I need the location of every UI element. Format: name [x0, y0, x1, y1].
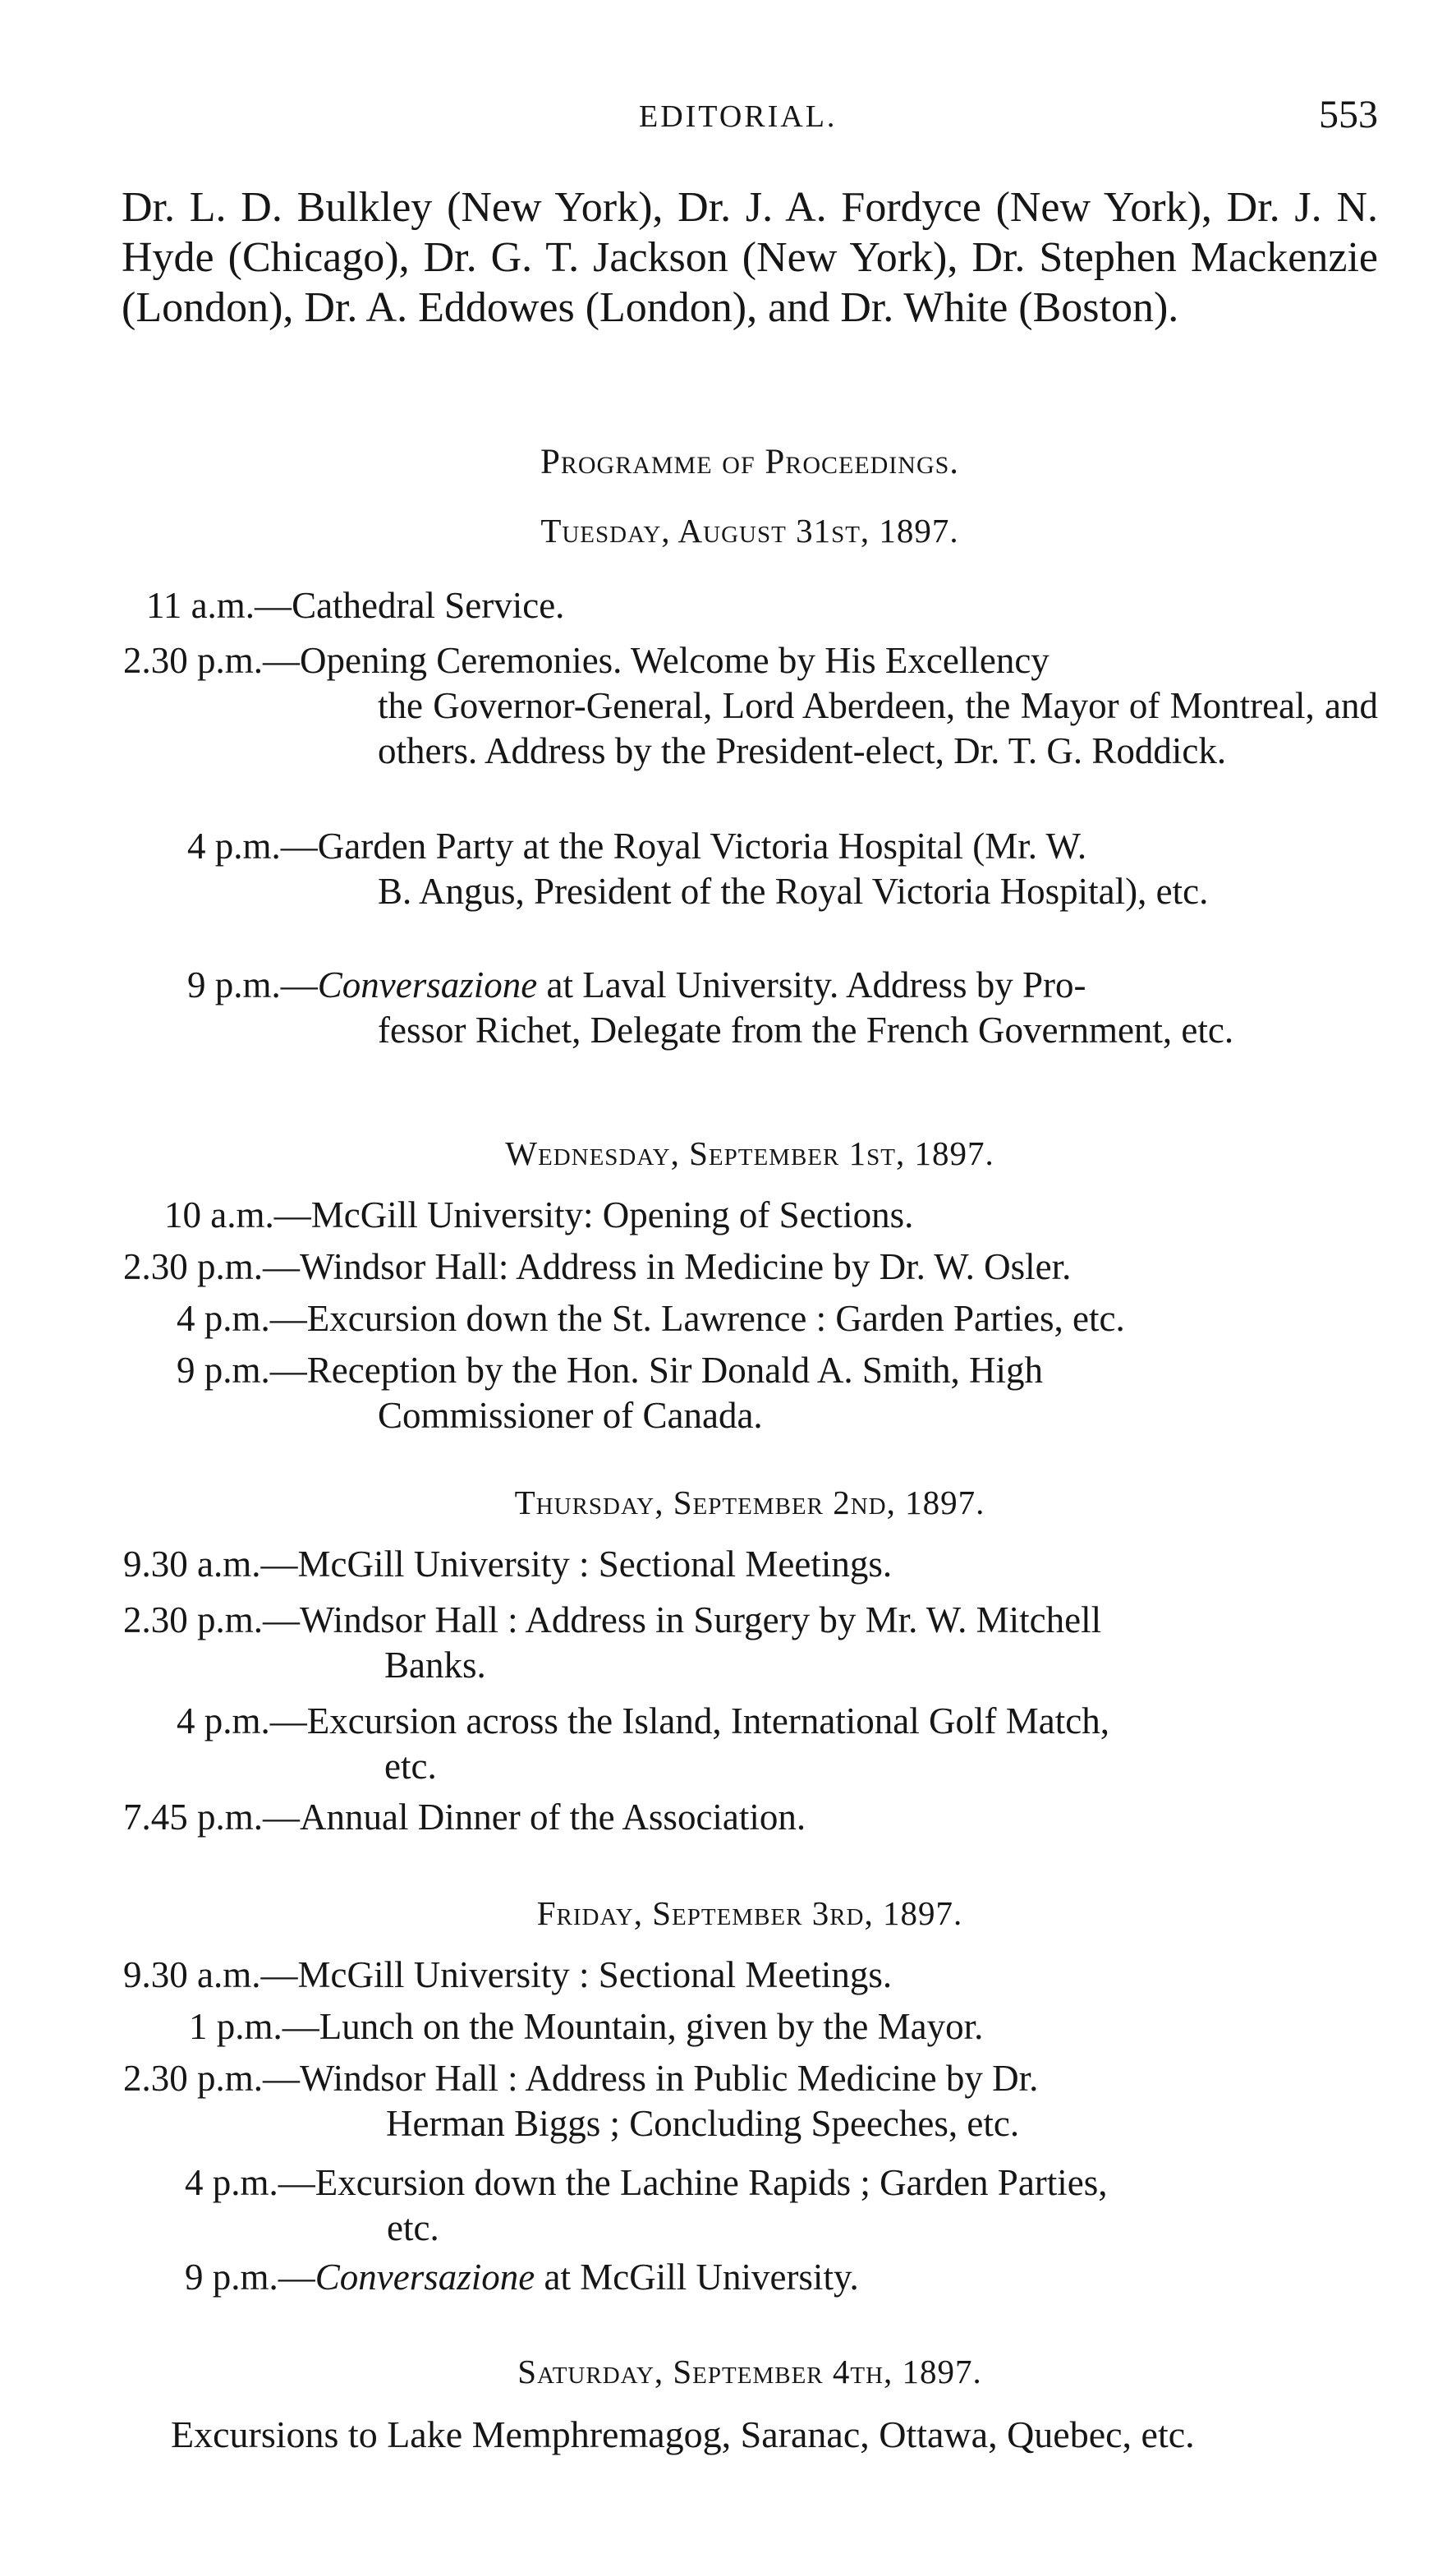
- running-head: EDITORIAL.: [639, 99, 838, 134]
- closing-paragraph: Excursions to Lake Memphremagog, Saranac, Ottawa, Quebec, etc.: [171, 2413, 1195, 2455]
- day-heading-tuesday: Tuesday, August 31st, 1897.: [540, 512, 959, 550]
- day-heading-wednesday: Wednesday, September 1st, 1897.: [505, 1134, 994, 1172]
- schedule-entry: [187, 963, 1378, 1053]
- entry-text: Windsor Hall : Address in Surgery by Mr. W. Mitchell: [300, 1599, 1102, 1640]
- entry-time: 4 p.m.—: [177, 1298, 307, 1339]
- schedule-entry: [123, 1795, 1378, 1840]
- schedule-entry: [146, 583, 1378, 628]
- schedule-entry: [187, 824, 1378, 914]
- schedule-entry: [189, 2004, 1378, 2050]
- entry-text: McGill University: Opening of Sections.: [310, 1194, 914, 1235]
- schedule-entry: [185, 2255, 1378, 2300]
- day-heading-saturday: Saturday, September 4th, 1897.: [517, 2353, 982, 2390]
- entry-time: 9.30 a.m.—: [123, 1954, 298, 1995]
- entry-text: Cathedral Service.: [292, 585, 565, 626]
- entry-text: Excursion down the Lachine Rapids ; Garden Parties,: [315, 2162, 1108, 2203]
- entry-text: Annual Dinner of the Association.: [300, 1797, 806, 1838]
- entry-time: 4 p.m.—: [177, 1700, 307, 1741]
- entry-text: Lunch on the Mountain, given by the Mayor.: [319, 2006, 984, 2047]
- entry-text: at Laval University. Address by Pro-: [537, 964, 1086, 1005]
- schedule-entry: [177, 1348, 1378, 1438]
- entry-continuation: Herman Biggs ; Concluding Speeches, etc.: [386, 2103, 1020, 2144]
- schedule-entry: [177, 1699, 1378, 1789]
- schedule-entry: [123, 1953, 1378, 1998]
- schedule-entry: [123, 638, 1378, 774]
- day-heading-thursday: Thursday, September 2nd, 1897.: [514, 1484, 985, 1521]
- intro-paragraph: Dr. L. D. Bulkley (New York), Dr. J. A. Fordyce (New York), Dr. J. N. Hyde (Chicago), Dr. G. T. Jackson (New York), Dr. Stephen Mackenzie (London), Dr. A. Eddowes (London), and Dr. White (Boston).: [122, 184, 1378, 331]
- schedule-entry: [123, 1598, 1378, 1688]
- entry-continuation: Banks.: [384, 1645, 486, 1686]
- page-header: [122, 92, 1378, 150]
- schedule-entry: [164, 1193, 1378, 1238]
- schedule-entry: [123, 1244, 1378, 1290]
- entry-text: Opening Ceremonies. Welcome by His Excellency: [300, 640, 1050, 681]
- entry-continuation: Commissioner of Canada.: [378, 1395, 763, 1436]
- entry-continuation: etc.: [384, 1746, 437, 1787]
- day-heading-friday: Friday, September 3rd, 1897.: [536, 1894, 963, 1932]
- entry-italic: Conversazione: [317, 964, 538, 1005]
- entry-text: Reception by the Hon. Sir Donald A. Smith, High: [306, 1350, 1043, 1391]
- entry-continuation: etc.: [387, 2207, 439, 2248]
- entry-text: Excursion down the St. Lawrence : Garden Parties, etc.: [306, 1298, 1125, 1339]
- schedule-entry: [123, 1542, 1378, 1587]
- entry-time: 4 p.m.—: [187, 826, 318, 867]
- entry-text: Windsor Hall: Address in Medicine by Dr. W. Osler.: [300, 1246, 1072, 1287]
- entry-time: 11 a.m.—: [146, 585, 292, 626]
- entry-time: 2.30 p.m.—: [123, 1599, 301, 1640]
- entry-text: Garden Party at the Royal Victoria Hospital (Mr. W.: [317, 826, 1087, 867]
- programme-title: Programme of Proceedings.: [540, 443, 960, 481]
- entry-time: 9 p.m.—: [187, 964, 318, 1005]
- page-number: 553: [1319, 93, 1378, 136]
- entry-text: Windsor Hall : Address in Public Medicine by Dr.: [300, 2058, 1039, 2099]
- entry-time: 1 p.m.—: [189, 2006, 319, 2047]
- entry-text: Excursion across the Island, International Golf Match,: [306, 1700, 1109, 1741]
- schedule-entry: [185, 2160, 1378, 2251]
- schedule-entry: [177, 1296, 1378, 1341]
- entry-continuation: B. Angus, President of the Royal Victoria Hospital), etc.: [378, 871, 1209, 912]
- entry-time: 7.45 p.m.—: [123, 1797, 301, 1838]
- entry-continuation: the Governor-General, Lord Aberdeen, the Mayor of Montreal, and others. Address by the President-elect, Dr. T. G. Roddick.: [378, 685, 1378, 771]
- entry-time: 9 p.m.—: [177, 1350, 307, 1391]
- entry-time: 4 p.m.—: [185, 2162, 315, 2203]
- entry-text: McGill University : Sectional Meetings.: [297, 1544, 893, 1585]
- entry-time: 9.30 a.m.—: [123, 1544, 298, 1585]
- entry-time: 9 p.m.—: [185, 2257, 315, 2298]
- entry-italic: Conversazione: [315, 2257, 535, 2298]
- schedule-entry: [123, 2056, 1378, 2146]
- entry-time: 2.30 p.m.—: [123, 640, 301, 681]
- entry-text: at McGill University.: [535, 2257, 859, 2298]
- entry-time: 2.30 p.m.—: [123, 2058, 301, 2099]
- entry-time: 10 a.m.—: [164, 1194, 311, 1235]
- entry-time: 2.30 p.m.—: [123, 1246, 301, 1287]
- entry-text: McGill University : Sectional Meetings.: [297, 1954, 893, 1995]
- entry-continuation: fessor Richet, Delegate from the French Government, etc.: [378, 1010, 1234, 1051]
